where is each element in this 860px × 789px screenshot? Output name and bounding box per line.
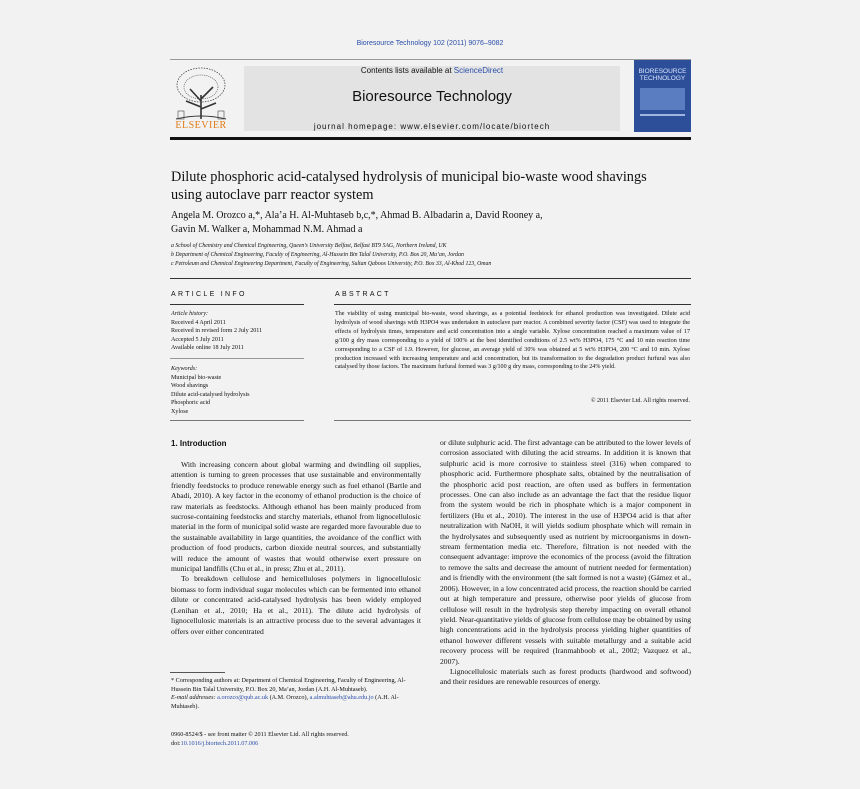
affiliations <box>171 242 691 269</box>
intro-paragraph: To breakdown cellulose and hemicelluloses polymers in lignocellulosic biomass to form individual sugar molecules which can be fermented into ethanol dilute or concentrated acid-catalysed hydrolysis has been widely employed (Lenihan et al., 2010; Ha et al., 2011). The dilute acid hydrolysis of lignocellulosic materials is an attractive process due to the several advantages it offers over either concentrated <box>171 574 421 636</box>
doi-link[interactable]: 10.1016/j.biortech.2011.07.006 <box>180 739 259 747</box>
intro-left-column <box>171 460 421 637</box>
footnote-rule <box>170 672 225 673</box>
abstract-copyright: © 2011 Elsevier Ltd. All rights reserved. <box>590 398 690 404</box>
email-owner: (A.H. Al-Muhtaseb). <box>171 694 399 710</box>
publication-info <box>171 731 471 748</box>
affiliation-a: a School of Chemistry and Chemical Engineering, Queen’s University Belfast, Belfast BT9 5AG, Northern Ireland, UK <box>171 243 447 249</box>
article-history <box>171 310 304 353</box>
author-list <box>171 209 691 237</box>
intro-right-column <box>440 438 691 688</box>
intro-paragraph: or dilute sulphuric acid. The first advantage can be attributed to the lower levels of corrosion associated with diluting the acid streams. In addition it is known that sulphuric acid is more corrosive to stainless steel (316) when compared to phosphoric acid. Furthermore phosphate salts, obtained by the neutralisation of the phosphoric acid post reaction, are often used as buffers in fermentation processes. One can also include as an advantage the fact that the residue liquor from the system would be rich in phosphate which is a major component in fertilizers (Hu et al., 2010). The interest in the use of H3PO4 acid is that after neutralization with NaOH, it will yields sodium phosphate which will remain in the hydrolysates and subsequently used as nutrient by microorganisms in down-stream fermentation media etc. Therefore, filtration is not needed with the consequent advantage: improve the economics of the process (avoid the filtration to remove the salts and decrease the amount of nutrient needed for fermentation) and is friendly with the environment (the salt formed is not a waste) (Gámez et al., 2006). However, in a low concentrated acid process, the reaction should be carried out at high temperature and pressure, otherwise poor yields of glucose from cellulose will result in the hydrolysis step thereby impacting on overall ethanol yield. Near-quantitative yields of glucose from cellulose may be obtained by using high concentrations acid in the hydrolysis process yielding higher quantities of ethanol however different vessels with suitable metallurgy and a suitable acid recovery process will be required (Iranmahboob et al., 2002; Vazquez et al., 2007). <box>440 438 692 666</box>
issn-line: 0960-8524/$ - see front matter © 2011 Elsevier Ltd. All rights reserved. <box>171 731 349 738</box>
abstract-rule <box>334 304 691 305</box>
keywords-label: Keywords: <box>171 366 198 372</box>
header-top-rule <box>170 59 691 60</box>
history-accepted: Accepted 5 July 2011 <box>171 336 224 343</box>
corresponding-author-note: * Corresponding authors at: Department of Chemical Engineering, Faculty of Engineering, Al-Hussein Bin Talal University, P.O. Box 20, Ma’an, Jordan (A.H. Al-Muhtaseb). <box>171 677 406 693</box>
sciencedirect-link[interactable]: ScienceDirect <box>453 66 504 75</box>
doi-label: doi: <box>171 739 181 747</box>
journal-title: Bioresource Technology <box>352 88 512 105</box>
affiliation-c: c Petroleum and Chemical Engineering Department, Faculty of Engineering, Sultan Qaboos University, P.O. Box 33, Al-Khod 123, Oman <box>171 261 492 267</box>
introduction-heading: 1. Introduction <box>171 439 227 448</box>
intro-paragraph: With increasing concern about global warming and dwindling oil supplies, attention is turning to green processes that use sustainable and environmentally friendly feedstocks to produce renewable energy such as fuel ethanol (Bartle and Abadi, 2010). A key factor in the economy of ethanol production is the choice of raw materials as feedstocks. Although ethanol has been mainly produced from sucrose-containing feedstocks and starchy materials, ethanol from lignocellulosic material in the form of municipal solid waste are regarded more favourable due to the sustainable availability in large quantities, the avoidance of the conflict with production of food products, carbon dioxide neutral sources, and substantially will reduce the amount of wastes that would otherwise exert pressure on municipal landfills (Chu et al., in press; Zhu et al., 2011). <box>171 460 421 574</box>
history-received: Received 4 April 2011 <box>171 319 226 326</box>
article-info-rule <box>170 304 304 305</box>
cover-graphic <box>640 88 685 110</box>
intro-paragraph: Lignocellulosic materials such as forest products (hardwood and softwood) and their residues are renewable resources of energy. <box>440 666 691 687</box>
authors-line-1: Angela M. Orozco a,*, Ala’a H. Al-Muhtaseb b,c,*, Ahmad B. Albadarin a, David Rooney a, <box>171 210 543 221</box>
footnotes <box>171 677 421 711</box>
elsevier-wordmark: ELSEVIER <box>175 120 227 131</box>
article-info-heading: ARTICLE INFO <box>171 291 247 298</box>
email-owner: (A.M. Orozco), <box>269 694 309 702</box>
email-label: E-mail addresses: <box>171 694 216 702</box>
abstract-bottom-rule <box>334 420 691 421</box>
journal-homepage[interactable]: journal homepage: www.elsevier.com/locate/biortech <box>313 122 551 131</box>
history-revised: Received in revised form 2 July 2011 <box>171 328 263 335</box>
keyword-item: Municipal bio-waste <box>171 374 222 381</box>
cover-line <box>640 114 685 116</box>
keywords-block <box>171 365 304 417</box>
contents-prefix: Contents lists available at <box>360 66 454 75</box>
section-divider <box>170 278 691 279</box>
keyword-item: Phosphoric acid <box>171 400 211 407</box>
keyword-item: Wood shavings <box>171 383 209 390</box>
abstract-heading: ABSTRACT <box>335 291 391 298</box>
journal-reference[interactable]: Bioresource Technology 102 (2011) 9076–9082 <box>356 40 504 47</box>
email-link-almuhtaseb[interactable]: a.almuhtaseb@ahu.edu.jo <box>309 694 374 702</box>
history-label: Article history: <box>171 311 209 317</box>
article-title: Dilute phosphoric acid-catalysed hydrolysis of municipal bio-waste wood shavings using autoclave parr reactor system <box>171 169 647 203</box>
keyword-item: Dilute acid-catalysed hydrolysis <box>171 391 250 398</box>
affiliation-b: b Department of Chemical Engineering, Faculty of Engineering, Al-Hussein Bin Talal University, P.O. Box 20, Ma’an, Jordan <box>171 252 464 258</box>
keyword-item: Xylose <box>171 408 189 415</box>
email-line <box>171 694 421 711</box>
authors-line-2: Gavin M. Walker a, Mohammad N.M. Ahmad a <box>171 224 363 235</box>
doi-line <box>171 740 471 749</box>
history-online: Available online 18 July 2011 <box>171 345 244 352</box>
abstract-text: The viability of using municipal bio-waste, wood shavings, as a potential feedstock for ethanol production was investigated. Dilute acid hydrolysis of wood shavings with H3PO4 was undertaken in autoclave parr reactor. A combined severity factor (CSF) was used to integrate the effects of hydrolysis times, temperature and acid concentration into a single variable. Xylose concentration reached a maximum value of 17 g/100 g dry mass corresponding to a yield of 100% at the best identified conditions of 2.5 wt% H3PO4, 175 °C and 10 min reaction time corresponding to a CSF of 1.9. However, for glucose, an average yield of 30% was obtained at 5 wt% H3PO4, 200 °C and 10 min. Xylose production increased with increasing temperature and acid concentration, but its transformation to the degradation product furfural was also catalysed by those factors. The maximum furfural formed was 3 g/100 g dry mass, corresponding to the 24% yield. <box>335 311 690 371</box>
cover-title: BIORESOURCE TECHNOLOGY <box>638 68 687 82</box>
header-bottom-rule <box>170 137 691 140</box>
keywords-rule <box>170 358 304 359</box>
elsevier-logo <box>170 65 232 131</box>
contents-line <box>244 66 620 75</box>
info-bottom-rule <box>170 420 304 421</box>
email-link-orozco[interactable]: a.orozco@qub.ac.uk <box>217 694 269 702</box>
